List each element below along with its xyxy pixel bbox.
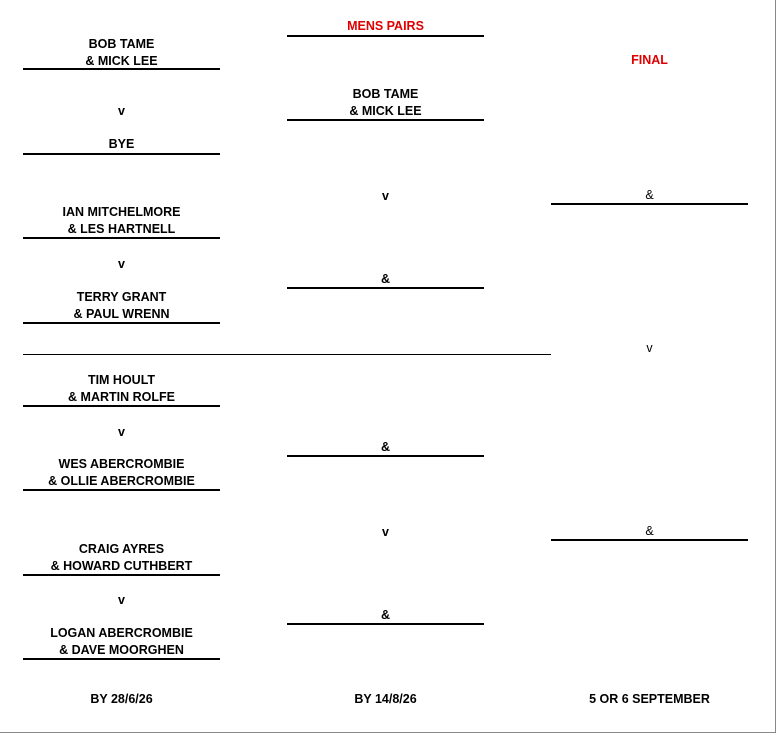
team-line1: BOB TAME <box>88 37 155 51</box>
r1-m2-team1 <box>23 204 220 237</box>
r1-m1-team1-line <box>23 68 220 70</box>
r2-m1-team1-line <box>287 119 484 121</box>
r2-m2-team2-line <box>287 623 484 625</box>
r1-m2-team2-line <box>23 322 220 324</box>
title-underline <box>287 35 484 37</box>
r1-m3-vs: v <box>118 425 125 439</box>
team-line2: & MARTIN ROLFE <box>68 389 175 404</box>
r1-m1-team2-line <box>23 153 220 155</box>
r1-m4-team1 <box>23 541 220 574</box>
r1-m3-team1 <box>23 372 220 405</box>
final-team1: & <box>645 188 654 202</box>
r2-m1-team1 <box>287 86 484 119</box>
r2-m2-team2: & <box>380 608 391 622</box>
r2-m2-vs: v <box>382 525 389 539</box>
final-team2-line <box>551 539 748 541</box>
final-vs: v <box>646 341 653 355</box>
r1-m1-team1 <box>23 36 220 69</box>
r1-m3-team2 <box>23 456 220 489</box>
r1-m4-team2-line <box>23 658 220 660</box>
r2-m1-team2: & <box>380 272 391 286</box>
r1-m2-team1-line <box>23 237 220 239</box>
r1-m1-vs: v <box>118 104 125 118</box>
r2-m1-vs: v <box>382 189 389 203</box>
team-line2: & OLLIE ABERCROMBIE <box>48 473 195 488</box>
r2-m2-team1: & <box>380 440 391 454</box>
final-team2: & <box>645 524 654 538</box>
team-line1: BOB TAME <box>352 87 419 101</box>
r1-m4-team1-line <box>23 574 220 576</box>
r1-m3-team2-line <box>23 489 220 491</box>
team-line2: & PAUL WRENN <box>73 306 170 321</box>
round2-deadline: BY 14/8/26 <box>354 692 417 706</box>
r1-m2-vs: v <box>118 257 125 271</box>
final-label: FINAL <box>631 53 668 67</box>
team-line1: TIM HOULT <box>87 373 156 387</box>
team-line1: LOGAN ABERCROMBIE <box>50 626 193 640</box>
team-line2: & MICK LEE <box>85 53 158 68</box>
team-line2: & LES HARTNELL <box>67 221 176 236</box>
page-title: MENS PAIRS <box>347 19 424 33</box>
r2-m2-team1-line <box>287 455 484 457</box>
round1-deadline: BY 28/6/26 <box>90 692 153 706</box>
team-line2: & MICK LEE <box>349 103 422 118</box>
team-line1: CRAIG AYRES <box>78 542 165 556</box>
team-line1: TERRY GRANT <box>76 290 167 304</box>
team-line1: IAN MITCHELMORE <box>62 205 181 219</box>
team-line2: & HOWARD CUTHBERT <box>50 558 193 573</box>
r2-m1-team2-line <box>287 287 484 289</box>
r1-m1-team2: BYE <box>108 137 135 151</box>
final-deadline: 5 OR 6 SEPTEMBER <box>589 692 710 706</box>
half-divider <box>23 354 551 355</box>
r1-m4-team2 <box>23 625 220 658</box>
team-line2: & DAVE MOORGHEN <box>59 642 184 657</box>
final-team1-line <box>551 203 748 205</box>
team-line1: WES ABERCROMBIE <box>58 457 185 471</box>
r1-m3-team1-line <box>23 405 220 407</box>
r1-m4-vs: v <box>118 593 125 607</box>
r1-m2-team2 <box>23 289 220 322</box>
